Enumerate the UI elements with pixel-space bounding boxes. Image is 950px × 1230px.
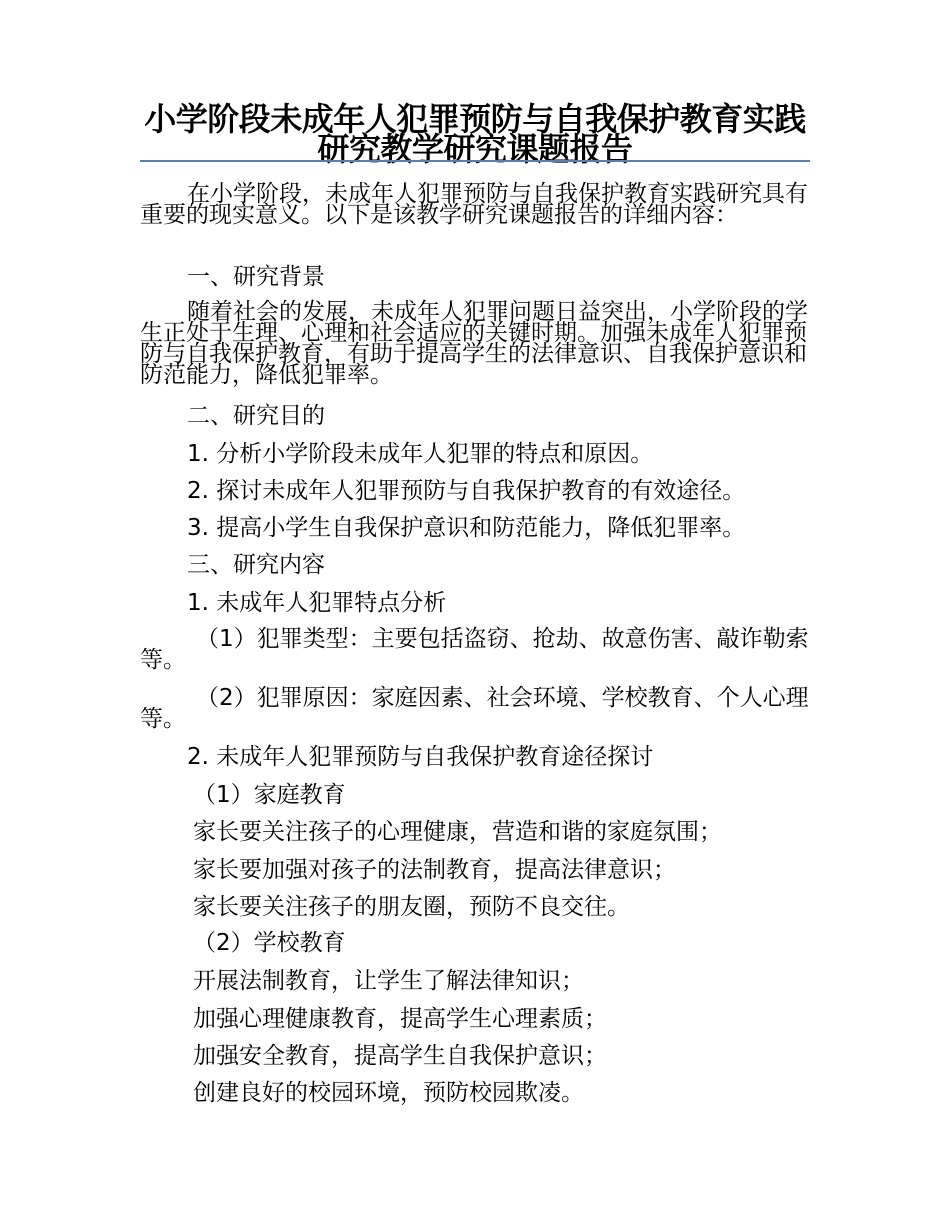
section3-heading: 三、研究内容 (187, 552, 325, 578)
subsection2-heading: 2. 未成年人犯罪预防与自我保护教育途径探讨 (187, 744, 654, 770)
objective-item: 3. 提高小学生自我保护意识和防范能力，降低犯罪率。 (187, 515, 746, 541)
document-title: 小学阶段未成年人犯罪预防与自我保护教育实践研究教学研究课题报告 (144, 100, 806, 168)
school-item: 加强心理健康教育，提高学生心理素质； (193, 1006, 607, 1032)
school-item: 加强安全教育，提高学生自我保护意识； (193, 1043, 607, 1069)
crime-cause-item: （2）犯罪原因：家庭因素、社会环境、学校教育、个人心理等。 (140, 685, 809, 732)
section2-heading: 二、研究目的 (187, 403, 325, 429)
intro-paragraph: 在小学阶段，未成年人犯罪预防与自我保护教育实践研究具有重要的现实意义。以下是该教学研究课题报告的详细内容： (140, 181, 808, 228)
objective-item: 2. 探讨未成年人犯罪预防与自我保护教育的有效途径。 (187, 478, 746, 504)
family-item: 家长要加强对孩子的法制教育，提高法律意识； (193, 857, 676, 883)
school-education-heading: （2）学校教育 (193, 930, 346, 956)
family-education-heading: （1）家庭教育 (193, 782, 346, 808)
subsection1-heading: 1. 未成年人犯罪特点分析 (187, 590, 447, 616)
title-underline (140, 160, 810, 162)
section1-body: 随着社会的发展，未成年人犯罪问题日益突出，小学阶段的学生正处于生理、心理和社会适应的关键时期。加强未成年人犯罪预防与自我保护教育，有助于提高学生的法律意识、自我保护意识和防范能力，降低犯罪率。 (140, 299, 808, 388)
family-item: 家长要关注孩子的心理健康，营造和谐的家庭氛围； (193, 819, 722, 845)
family-item: 家长要关注孩子的朋友圈，预防不良交往。 (193, 894, 630, 920)
section1-heading: 一、研究背景 (187, 264, 325, 290)
crime-type-item: （1）犯罪类型：主要包括盗窃、抢劫、故意伤害、敲诈勒索等。 (140, 626, 809, 673)
objective-item: 1. 分析小学阶段未成年人犯罪的特点和原因。 (187, 441, 654, 467)
school-item: 创建良好的校园环境，预防校园欺凌。 (193, 1080, 584, 1106)
school-item: 开展法制教育，让学生了解法律知识； (193, 968, 584, 994)
